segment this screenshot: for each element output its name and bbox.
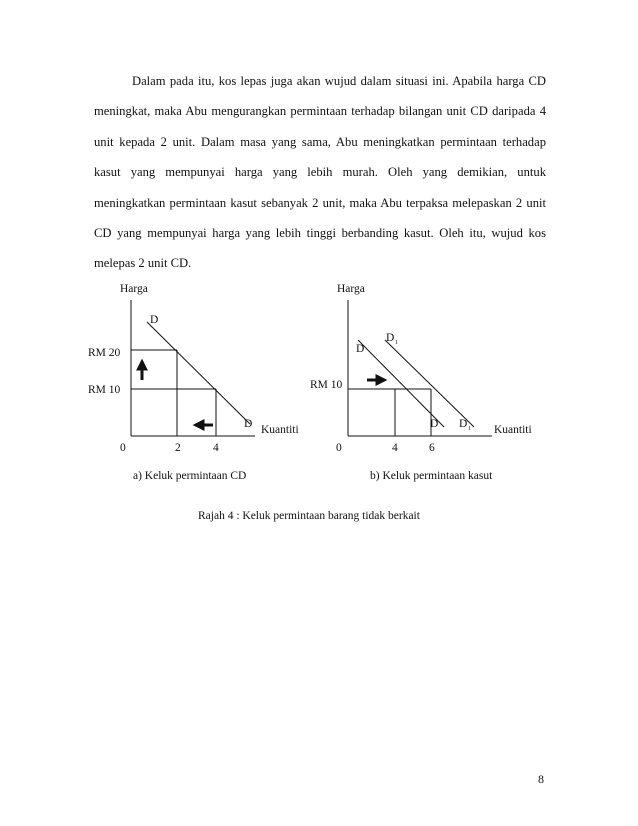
chart-b-ytick-rm10: RM 10 (310, 379, 343, 391)
chart-b (310, 283, 532, 482)
chart-a (88, 283, 299, 482)
chart-b-origin: 0 (336, 442, 342, 454)
chart-b-d1-subscript-bottom: 1 (468, 426, 471, 432)
chart-a-origin: 0 (120, 442, 126, 454)
chart-a-demand-curve (147, 322, 250, 424)
chart-a-ytick-rm20: RM 20 (88, 347, 121, 359)
paragraph-text: Dalam pada itu, kos lepas juga akan wujud dalam situasi ini. Apabila harga CD meningkat, maka Abu mengurangkan permintaan terhadap bilangan unit CD daripada 4 unit kepada 2 unit. Dalam masa yang sama, Abu meningkatkan permintaan terhadap kasut yang mempunyai harga yang lebih murah. Oleh yang demikian, untuk meningkatkan permintaan kasut sebanyak 2 unit, maka Abu terpaksa melepaskan 2 unit CD yang mempunyai harga yang lebih tinggi berbanding kasut. Oleh itu, wujud kos melepas 2 unit CD. (94, 74, 546, 271)
chart-b-d1-label-top: D (386, 332, 395, 344)
chart-b-xlabel: Kuantiti (494, 424, 532, 436)
chart-a-curve-label-bottom: D (244, 418, 253, 430)
chart-b-d1-label-bottom: D (459, 418, 468, 430)
chart-b-demand-curve-d1 (385, 340, 474, 427)
page-number: 8 (538, 772, 544, 786)
chart-b-d1-subscript-top: 1 (395, 340, 398, 346)
chart-b-d-label-top: D (356, 343, 365, 355)
chart-b-xtick-4: 4 (392, 442, 398, 454)
chart-a-xtick-2: 2 (175, 442, 181, 454)
figure-caption: Rajah 4 : Keluk permintaan barang tidak berkait (198, 510, 420, 522)
chart-b-d-label-bottom: D (430, 418, 439, 430)
chart-a-subtitle: a) Keluk permintaan CD (133, 470, 247, 482)
chart-b-subtitle: b) Keluk permintaan kasut (370, 470, 493, 482)
chart-a-ylabel: Harga (120, 283, 148, 295)
chart-a-curve-label-top: D (150, 314, 159, 326)
chart-b-ylabel: Harga (337, 283, 365, 295)
chart-a-xlabel: Kuantiti (261, 424, 299, 436)
chart-a-xtick-4: 4 (213, 442, 219, 454)
chart-a-ytick-rm10: RM 10 (88, 384, 121, 396)
chart-b-xtick-6: 6 (429, 442, 435, 454)
